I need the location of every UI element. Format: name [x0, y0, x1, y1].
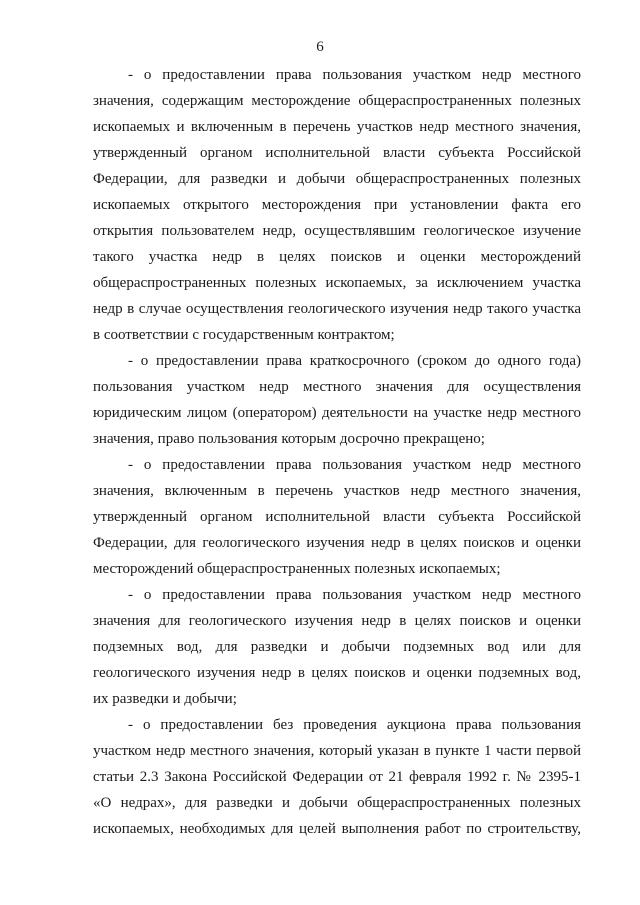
text-line: недр в случае осуществления геологического изучения недр такого участка — [93, 301, 581, 317]
text-line: - о предоставлении без проведения аукциона права пользования — [128, 717, 581, 733]
text-line: - о предоставлении права пользования участком недр местного — [128, 457, 581, 473]
paragraph — [93, 712, 581, 842]
text-line: значения, право пользования которым досрочно прекращено; — [93, 431, 485, 447]
paragraph — [93, 348, 581, 452]
text-line: ископаемых открытого месторождения при установлении факта его — [93, 197, 581, 213]
text-line: геологического изучения недр в целях поисков и оценки подземных вод, — [93, 665, 581, 681]
text-line: открытия пользователем недр, осуществлявшим геологическое изучение — [93, 223, 581, 239]
text-line: участком недр местного значения, который указан в пункте 1 части первой — [93, 743, 581, 759]
text-line: - о предоставлении права пользования участком недр местного — [128, 587, 581, 603]
text-line: Федерации, для разведки и добычи общераспространенных полезных — [93, 171, 581, 187]
document-body — [93, 62, 581, 842]
text-line: значения, содержащим месторождение общераспространенных полезных — [93, 93, 581, 109]
text-line: значения для геологического изучения недр в целях поисков и оценки — [93, 613, 581, 629]
text-line: в соответствии с государственным контрактом; — [93, 327, 395, 343]
text-line: утвержденный органом исполнительной власти субъекта Российской — [93, 509, 581, 525]
text-line: юридическим лицом (оператором) деятельности на участке недр местного — [93, 405, 581, 421]
paragraph — [93, 452, 581, 582]
text-line: статьи 2.3 Закона Российской Федерации от 21 февраля 1992 г. № 2395-1 — [93, 769, 581, 785]
text-line: - о предоставлении права пользования участком недр местного — [128, 67, 581, 83]
text-line: «О недрах», для разведки и добычи общераспространенных полезных — [93, 795, 581, 811]
paragraph — [93, 62, 581, 348]
paragraph — [93, 582, 581, 712]
text-line: пользования участком недр местного значения для осуществления — [93, 379, 581, 395]
page-number: 6 — [316, 39, 324, 55]
text-line: утвержденный органом исполнительной власти субъекта Российской — [93, 145, 581, 161]
text-line: ископаемых, необходимых для целей выполнения работ по строительству, — [93, 821, 581, 837]
text-line: их разведки и добычи; — [93, 691, 237, 707]
text-line: ископаемых и включенным в перечень участков недр местного значения, — [93, 119, 581, 135]
text-line: значения, включенным в перечень участков недр местного значения, — [93, 483, 581, 499]
text-line: подземных вод, для разведки и добычи подземных вод или для — [93, 639, 581, 655]
text-line: месторождений общераспространенных полезных ископаемых; — [93, 561, 501, 577]
text-line: общераспространенных полезных ископаемых, за исключением участка — [93, 275, 581, 291]
text-line: - о предоставлении права краткосрочного (сроком до одного года) — [128, 353, 581, 369]
text-line: такого участка недр в целях поисков и оценки месторождений — [93, 249, 581, 265]
text-line: Федерации, для геологического изучения недр в целях поисков и оценки — [93, 535, 581, 551]
